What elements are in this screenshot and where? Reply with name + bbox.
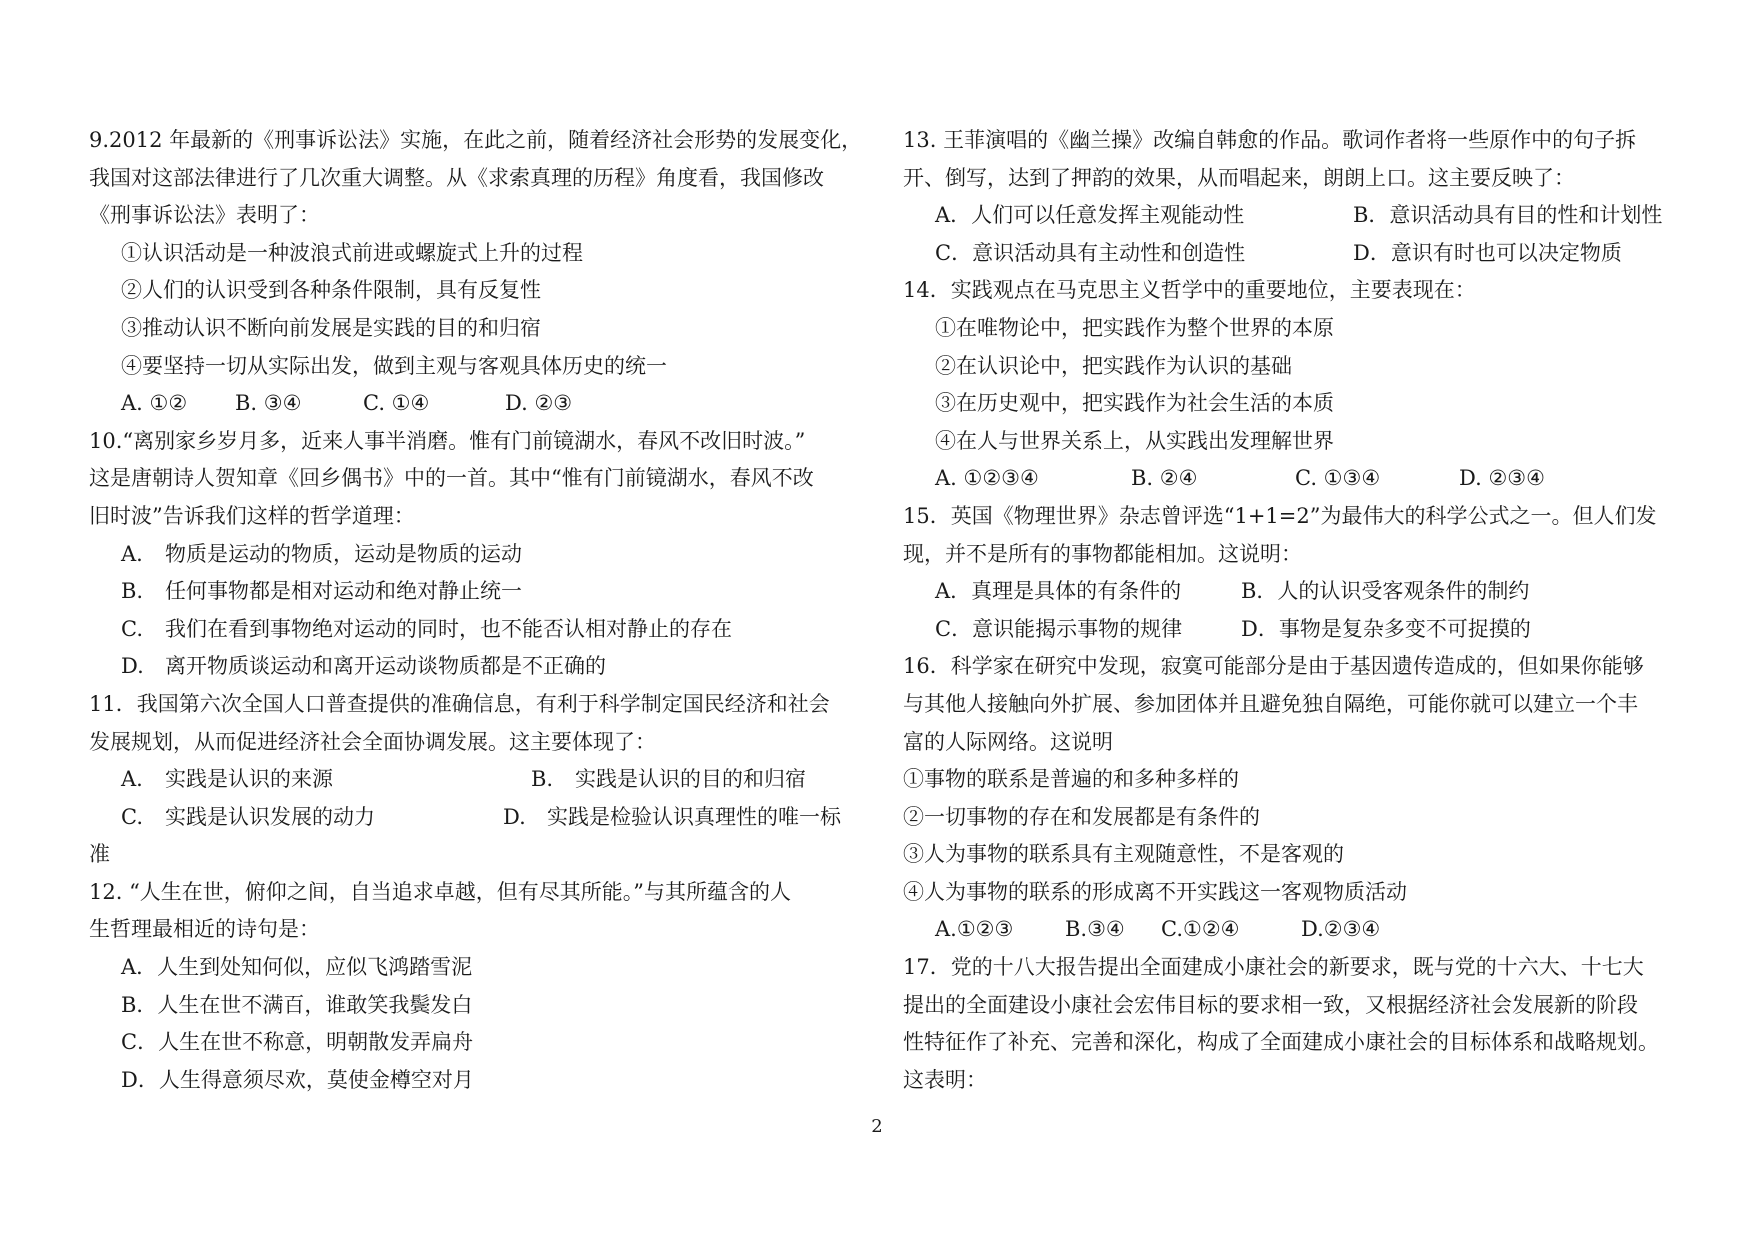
question-16-item-1: ①事物的联系是普遍的和多种多样的 (903, 767, 1239, 792)
question-11-option-c: C. 实践是认识发展的动力 (121, 804, 375, 829)
question-9-item-2: ②人们的认识受到各种条件限制，具有反复性 (121, 278, 541, 303)
question-12-stem-line: 12. “人生在世，俯仰之间，自当追求卓越，但有尽其所能。”与其所蕴含的人 (89, 879, 792, 904)
question-9-item-3: ③推动认识不断向前发展是实践的目的和归宿 (121, 315, 541, 340)
left-column (89, 122, 869, 1099)
question-10-stem-line: 10.“离别家乡岁月多，近来人事半消磨。惟有门前镜湖水，春风不改旧时波。” (89, 428, 806, 453)
question-15-options-row (903, 611, 1683, 649)
question-15-stem-line: 现，并不是所有的事物都能相加。这说明： (903, 541, 1302, 566)
question-10-stem-line: 这是唐朝诗人贺知章《回乡偶书》中的一首。其中“惟有门前镜湖水，春风不改 (89, 466, 814, 491)
question-15-option-d: D．事物是复杂多变不可捉摸的 (1241, 616, 1531, 641)
question-16-stem-line: 与其他人接触向外扩展、参加团体并且避免独自隔绝，可能你就可以建立一个丰 (903, 691, 1638, 716)
question-11 (89, 686, 869, 874)
question-13-stem-line: 开、倒写，达到了押韵的效果，从而唱起来，朗朗上口。这主要反映了： (903, 165, 1575, 190)
question-9 (89, 122, 869, 423)
question-14-option-d: D. ②③④ (1459, 466, 1545, 491)
question-13-option-c: C．意识活动具有主动性和创造性 (935, 240, 1246, 265)
question-14-item-2: ②在认识论中，把实践作为认识的基础 (935, 353, 1292, 378)
question-17-stem-line: 提出的全面建设小康社会宏伟目标的要求相一致，又根据经济社会发展新的阶段 (903, 992, 1638, 1017)
question-17-stem-line: 这表明： (903, 1067, 987, 1092)
question-13-options-row (903, 197, 1683, 235)
question-14-item-1: ①在唯物论中，把实践作为整个世界的本原 (935, 315, 1334, 340)
question-9-item-4: ④要坚持一切从实际出发，做到主观与客观具体历史的统一 (121, 353, 667, 378)
question-12-option-d: D．人生得意须尽欢，莫使金樽空对月 (121, 1067, 474, 1092)
question-12-option-b: B．人生在世不满百，谁敢笑我鬓发白 (121, 992, 473, 1017)
question-9-stem-line: 我国对这部法律进行了几次重大调整。从《求索真理的历程》角度看，我国修改 (89, 165, 824, 190)
question-10-option-a: A. 物质是运动的物质，运动是物质的运动 (121, 541, 522, 566)
question-11-option-a: A. 实践是认识的来源 (121, 767, 333, 792)
question-16-item-3: ③人为事物的联系具有主观随意性，不是客观的 (903, 842, 1344, 867)
question-10-option-b: B. 任何事物都是相对运动和绝对静止统一 (121, 579, 522, 604)
question-15-option-a: A．真理是具体的有条件的 (935, 579, 1182, 604)
question-17-stem-line: 性特征作了补充、完善和深化，构成了全面建成小康社会的目标体系和战略规划。 (903, 1030, 1659, 1055)
page-number: 2 (871, 1116, 883, 1137)
question-16-option-c: C.①②④ (1161, 917, 1240, 942)
question-14-options (903, 460, 1683, 498)
question-11-option-b: B. 实践是认识的目的和归宿 (531, 767, 806, 792)
question-16-options (903, 911, 1683, 949)
question-14-option-c: C. ①③④ (1295, 466, 1381, 491)
question-16-item-2: ②一切事物的存在和发展都是有条件的 (903, 804, 1260, 829)
question-16-stem-line: 16．科学家在研究中发现，寂寞可能部分是由于基因遗传造成的，但如果你能够 (903, 654, 1644, 679)
question-16-option-d: D.②③④ (1301, 917, 1381, 942)
question-15 (903, 498, 1683, 648)
question-12-option-a: A．人生到处知何似，应似飞鸿踏雪泥 (121, 955, 473, 980)
question-9-options (89, 385, 869, 423)
question-9-option-c: C. ①④ (363, 391, 430, 416)
question-13-option-a: A．人们可以任意发挥主观能动性 (935, 203, 1245, 228)
question-14 (903, 272, 1683, 498)
question-12 (89, 874, 869, 1100)
question-10-option-c: C. 我们在看到事物绝对运动的同时，也不能否认相对静止的存在 (121, 616, 732, 641)
question-16-option-a: A.①②③ (935, 917, 1014, 942)
question-11-options-row (89, 799, 869, 837)
question-16-item-4: ④人为事物的联系的形成离不开实践这一客观物质活动 (903, 879, 1407, 904)
question-9-option-b: B. ③④ (235, 391, 302, 416)
question-13-options-row (903, 235, 1683, 273)
question-11-stem-line: 11．我国第六次全国人口普查提供的准确信息，有利于科学制定国民经济和社会 (89, 691, 830, 716)
right-column (903, 122, 1683, 1099)
question-11-option-d-wrap: 准 (89, 842, 110, 867)
question-15-option-b: B．人的认识受客观条件的制约 (1241, 579, 1530, 604)
question-9-stem-line: 《刑事诉讼法》表明了： (89, 203, 320, 228)
question-10-option-d: D. 离开物质谈运动和离开运动谈物质都是不正确的 (121, 654, 606, 679)
question-10-stem-line: 旧时波”告诉我们这样的哲学道理： (89, 503, 415, 528)
question-9-item-1: ①认识活动是一种波浪式前进或螺旋式上升的过程 (121, 240, 583, 265)
question-14-option-b: B. ②④ (1131, 466, 1198, 491)
question-14-item-4: ④在人与世界关系上，从实践出发理解世界 (935, 428, 1334, 453)
question-11-option-d: D. 实践是检验认识真理性的唯一标 (503, 804, 841, 829)
question-15-stem-line: 15．英国《物理世界》杂志曾评选“1+1=2”为最伟大的科学公式之一。但人们发 (903, 503, 1657, 528)
question-16-stem-line: 富的人际网络。这说明 (903, 729, 1113, 754)
question-10 (89, 423, 869, 686)
question-15-options-row (903, 573, 1683, 611)
question-9-option-d: D. ②③ (505, 391, 573, 416)
question-13-stem-line: 13. 王菲演唱的《幽兰操》改编自韩愈的作品。歌词作者将一些原作中的句子拆 (903, 128, 1637, 152)
question-9-option-a: A. ①② (121, 391, 188, 416)
question-11-stem-line: 发展规划，从而促进经济社会全面协调发展。这主要体现了： (89, 729, 656, 754)
question-9-stem-line: 9.2012 年最新的《刑事诉讼法》实施，在此之前，随着经济社会形势的发展变化， (89, 128, 863, 152)
question-13-option-d: D．意识有时也可以决定物质 (1353, 240, 1622, 265)
question-17 (903, 949, 1683, 1099)
question-14-item-3: ③在历史观中，把实践作为社会生活的本质 (935, 391, 1334, 416)
question-14-option-a: A. ①②③④ (935, 466, 1039, 491)
question-12-option-c: C．人生在世不称意，明朝散发弄扁舟 (121, 1030, 474, 1055)
question-13-option-b: B．意识活动具有目的性和计划性 (1353, 203, 1663, 228)
question-17-stem-line: 17．党的十八大报告提出全面建成小康社会的新要求，既与党的十六大、十七大 (903, 955, 1644, 980)
question-14-stem-line: 14．实践观点在马克思主义哲学中的重要地位，主要表现在： (903, 278, 1476, 303)
question-15-option-c: C．意识能揭示事物的规律 (935, 616, 1183, 641)
question-11-options-row (89, 761, 869, 799)
question-16 (903, 648, 1683, 949)
question-16-option-b: B.③④ (1065, 917, 1125, 942)
question-13 (903, 122, 1683, 272)
question-12-stem-line: 生哲理最相近的诗句是： (89, 917, 320, 942)
